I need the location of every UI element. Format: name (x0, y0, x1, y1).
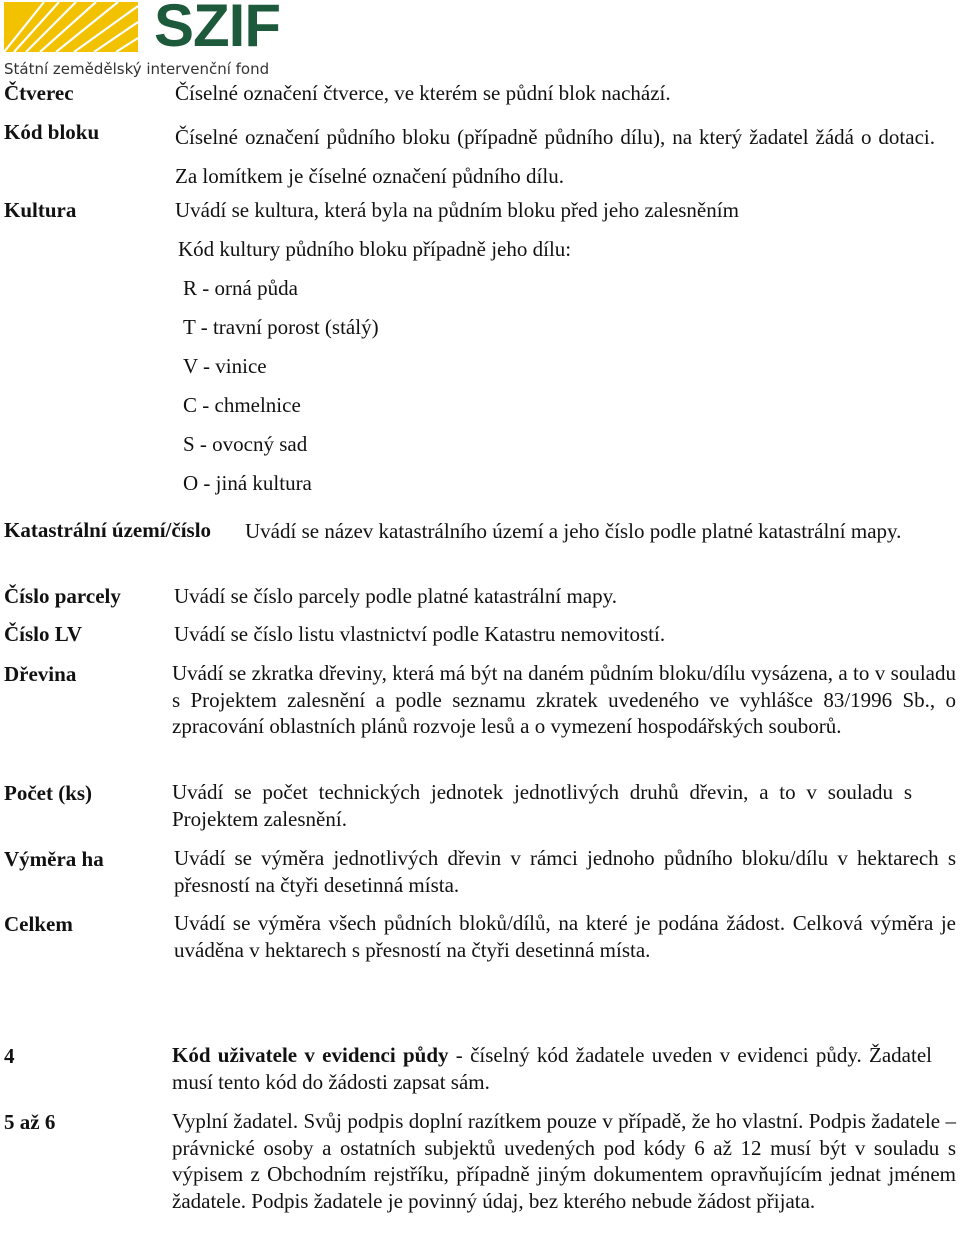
label-pocet: Počet (ks) (4, 781, 93, 805)
section-4-heading: Kód uživatele v evidenci půdy (172, 1043, 449, 1067)
label-celkem: Celkem (4, 912, 73, 936)
section-number-4: 4 (4, 1044, 15, 1068)
kultura-code-t: T - travní porost (stálý) (183, 315, 379, 339)
text-drevina: Uvádí se zkratka dřeviny, která má být na daném půdním bloku/dílu vysázena, a to v souladu s Projektem zalesnění a podle seznamu zkratek uvedeného ve vyhlášce 83/1996 Sb., o zpracování oblastních plánů rozvoje lesů a o vymezení hospodářských souborů. (172, 661, 956, 739)
label-ctverec: Čtverec (4, 81, 74, 105)
szif-logo (4, 2, 294, 78)
text-kod-bloku: Číselné označení půdního bloku (případně půdního dílu), na který žadatel žádá o dotaci. Za lomítkem je číselné označení půdního dílu. (175, 125, 935, 188)
logo-wordmark: SZIF (154, 0, 280, 59)
text-vymera: Uvádí se výměra jednotlivých dřevin v rámci jednoho půdního bloku/dílu v hektarech s přesností na čtyři desetinná místa. (174, 846, 956, 897)
text-ctverec: Číselné označení čtverce, ve kterém se půdní blok nachází. (175, 81, 671, 105)
label-kultura: Kultura (4, 198, 77, 222)
kultura-code-o: O - jiná kultura (183, 471, 312, 495)
label-drevina: Dřevina (4, 662, 77, 686)
kultura-code-s: S - ovocný sad (183, 432, 308, 456)
label-vymera: Výměra ha (4, 847, 104, 871)
kultura-code-r: R - orná půda (183, 276, 298, 300)
kultura-subheading: Kód kultury půdního bloku případně jeho dílu: (178, 237, 572, 261)
section-number-5-6: 5 až 6 (4, 1110, 56, 1134)
text-cislo-lv: Uvádí se číslo listu vlastnictví podle Katastru nemovitostí. (174, 622, 666, 646)
section-5-6-text: Vyplní žadatel. Svůj podpis doplní razítkem pouze v případě, že ho vlastní. Podpis žadatele – právnické osoby a ostatních subjektů uvedených pod kódy 6 až 12 musí být v souladu s výpisem z Obchodním rejstříku, případně jiným dokumentem opravňujícím jednat jménem žadatele. Podpis žadatele je povinný údaj, bez kterého nebude žádost přijata. (172, 1109, 956, 1213)
kultura-code-v: V - vinice (183, 354, 267, 378)
section-4-text: - číselný kód žadatele uveden v evidenci půdy. Žadatel musí tento kód do žádosti zapsat sám. (172, 1043, 932, 1094)
text-celkem: Uvádí se výměra všech půdních bloků/dílů, na které je podána žádost. Celková výměra je uváděna v hektarech s přesností na čtyři desetinná místa. (174, 911, 956, 962)
logo-subtitle: Státní zemědělský intervenční fond (4, 60, 270, 78)
label-kod-bloku: Kód bloku (4, 120, 100, 144)
kultura-code-c: C - chmelnice (183, 393, 301, 417)
label-katastralni-uzemi: Katastrální území/číslo (4, 518, 212, 542)
label-cislo-lv: Číslo LV (4, 622, 83, 646)
text-kultura: Uvádí se kultura, která byla na půdním bloku před jeho zalesněním (175, 198, 739, 222)
text-pocet: Uvádí se počet technických jednotek jednotlivých druhů dřevin, a to v souladu s Projektem zalesnění. (172, 780, 912, 831)
text-cislo-parcely: Uvádí se číslo parcely podle platné katastrální mapy. (174, 584, 617, 608)
text-katastralni-uzemi: Uvádí se název katastrálního území a jeho číslo podle platné katastrální mapy. (245, 519, 902, 543)
section-4-paragraph (172, 1042, 932, 1095)
logo-stripes-graphic (4, 2, 138, 52)
label-cislo-parcely: Číslo parcely (4, 584, 121, 608)
